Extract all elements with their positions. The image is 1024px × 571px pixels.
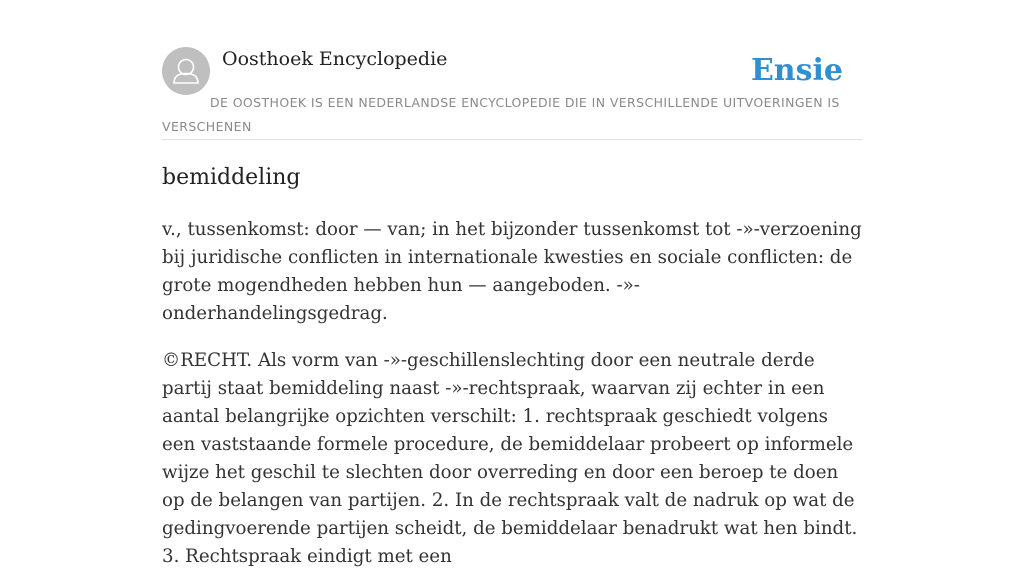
article-title: bemiddeling bbox=[162, 165, 301, 190]
source-avatar[interactable] bbox=[162, 47, 210, 95]
brand-logo[interactable]: Ensie bbox=[750, 53, 843, 88]
source-name-link[interactable]: Oosthoek Encyclopedie bbox=[222, 48, 448, 70]
article-paragraph: ©RECHT. Als vorm van -»-geschillenslechting door een neutrale derde partij staat bemiddeling naast -»-rechtspraak, waarvan zij echter in een aantal belangrijke opzichten verschilt: 1. rechtspraak geschiedt volgens een vaststaande formele procedure, de bemiddelaar probeert op informele wijze het geschil te slechten door overreding en door een beroep te doen op de belangen van partijen. 2. In de rechtspraak valt de nadruk op wat de gedingvoerende partijen scheidt, de bemiddelaar benadrukt wat hen bindt. 3. Rechtspraak eindigt met een bbox=[162, 350, 858, 567]
source-header bbox=[162, 47, 862, 140]
article-paragraph: v., tussenkomst: door — van; in het bijzonder tussenkomst tot -»-verzoening bij juridische conflicten in internationale kwesties en sociale conflicten: de grote mogendheden hebben hun — aangeboden. -»-onderhandelingsgedrag. bbox=[162, 219, 862, 324]
user-icon bbox=[162, 47, 210, 95]
source-description: DE OOSTHOEK IS EEN NEDERLANDSE ENCYCLOPEDIE DIE IN VERSCHILLENDE UITVOERINGEN IS VERSCHENEN bbox=[162, 95, 840, 134]
article-content bbox=[162, 162, 862, 571]
